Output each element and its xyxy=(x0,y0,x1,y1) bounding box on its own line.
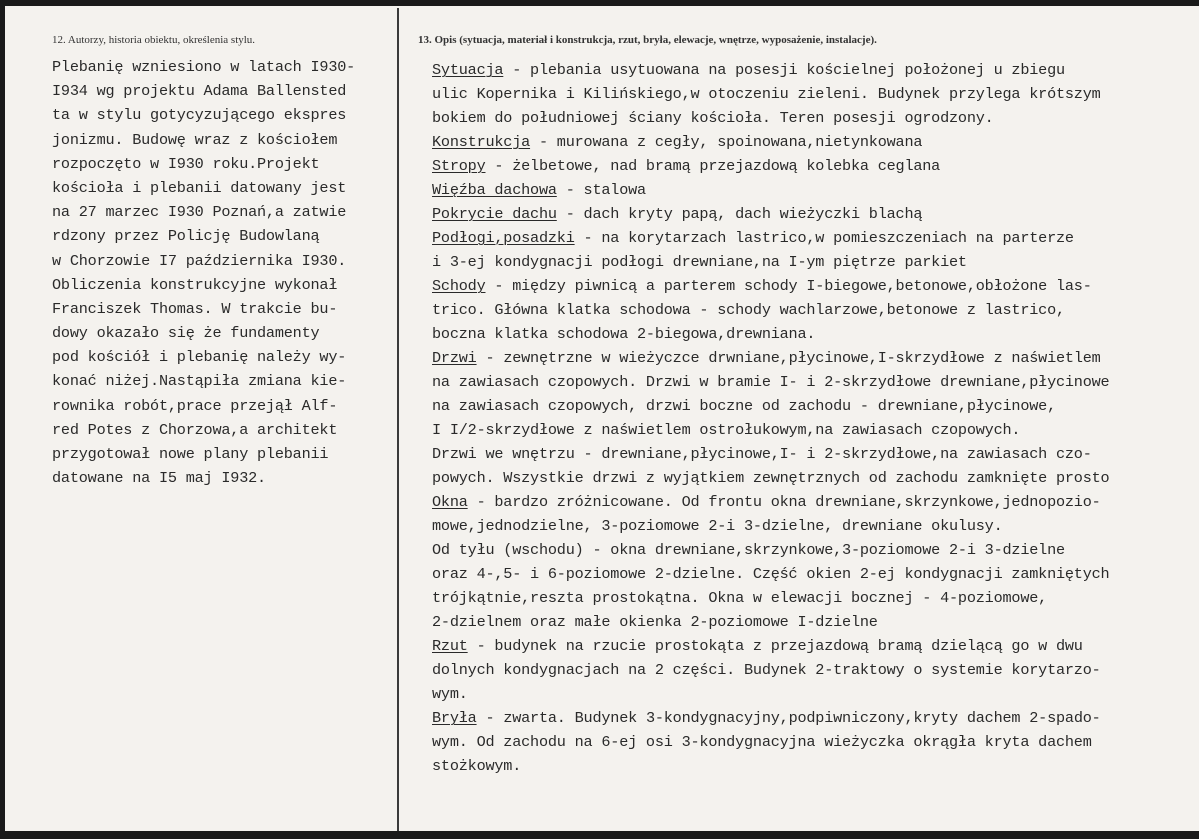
description-text-line xyxy=(432,706,1199,730)
description-text-line xyxy=(432,466,1199,490)
description-text-line xyxy=(432,226,1199,250)
description-text-line xyxy=(432,562,1199,586)
description-text-line xyxy=(432,682,1199,706)
history-text-line: pod kościół i plebanię należy wy- xyxy=(52,348,347,367)
description-text-line xyxy=(432,322,1199,346)
description-text-line xyxy=(432,418,1199,442)
history-text-line: jonizmu. Budowę wraz z kościołem xyxy=(52,130,338,149)
description-text-line xyxy=(432,538,1199,562)
description-line-text: stożkowym. xyxy=(432,757,522,776)
history-text-line: ta w stylu gotycyzującego ekspres xyxy=(52,106,347,125)
section-13-heading: 13. Opis (sytuacja, materiał i konstrukcja, rzut, bryła, elewacje, wnętrze, wyposażenie, instalacje). xyxy=(418,34,877,46)
history-text-line: rownika robót,prace przejął Alf- xyxy=(52,396,338,415)
description-line-text: Drzwi we wnętrzu - drewniane,płycinowe,I- i 2-skrzydłowe,na zawiasach czo- xyxy=(432,445,1092,464)
description-line-text: wym. Od zachodu na 6-ej osi 3-kondygnacyjna wieżyczka okrągła kryta dachem xyxy=(432,733,1092,752)
history-text-line: dowy okazało się że fundamenty xyxy=(52,324,320,343)
description-line-text: - stalowa xyxy=(556,181,646,200)
description-section-label: Schody xyxy=(432,277,486,296)
description-section-label: Pokrycie dachu xyxy=(432,205,557,224)
description-text-line xyxy=(432,754,1199,778)
history-text-line: rdzony przez Policję Budowlaną xyxy=(52,227,320,246)
description-text-line xyxy=(432,610,1199,634)
description-line-text: trico. Główna klatka schodowa - schody wachlarzowe,betonowe z lastrico, xyxy=(432,301,1065,320)
description-text-line xyxy=(432,298,1199,322)
description-text-line xyxy=(432,106,1199,130)
scan-edge-bottom xyxy=(0,831,1199,839)
description-line-text: I I/2-skrzydłowe z naświetlem ostrołukowym,na zawiasach czopowych. xyxy=(432,421,1021,440)
history-text-line: red Potes z Chorzowa,a architekt xyxy=(52,420,338,439)
description-line-text: mowe,jednodzielne, 3-poziomowe 2-i 3-dzielne, drewniane okulusy. xyxy=(432,517,1003,536)
description-line-text: powych. Wszystkie drzwi z wyjątkiem zewnętrznych od zachodu zamknięte prosto xyxy=(432,469,1110,488)
description-section-label: Bryła xyxy=(432,709,477,728)
description-line-text: oraz 4-,5- i 6-poziomowe 2-dzielne. Część okien 2-ej kondygnacji zamkniętych xyxy=(432,565,1110,584)
description-text-line xyxy=(432,634,1199,658)
description-line-text: - żelbetowe, nad bramą przejazdową kolebka ceglana xyxy=(485,157,941,176)
description-line-text: - murowana z cegły, spoinowana,nietynkowana xyxy=(530,133,923,152)
description-line-text: bokiem do południowej ściany kościoła. Teren posesji ogrodzony. xyxy=(432,109,994,128)
description-line-text: na zawiasach czopowych, drzwi boczne od zachodu - drewniane,płycinowe, xyxy=(432,397,1056,416)
description-line-text: boczna klatka schodowa 2-biegowa,drewniana. xyxy=(432,325,816,344)
history-text-line: rozpoczęto w I930 roku.Projekt xyxy=(52,154,320,173)
history-text-line: kościoła i plebanii datowany jest xyxy=(52,178,347,197)
description-section-label: Podłogi,posadzki xyxy=(432,229,575,248)
history-text-line: konać niżej.Nastąpiła zmiana kie- xyxy=(52,372,347,391)
description-section-label: Rzut xyxy=(432,637,468,656)
description-text-line xyxy=(432,490,1199,514)
description-line-text: - zewnętrzne w wieżyczce drwniane,płycinowe,I-skrzydłowe z naświetlem xyxy=(476,349,1101,368)
history-text-line: Franciszek Thomas. W trakcie bu- xyxy=(52,299,338,318)
description-section-label: Okna xyxy=(432,493,468,512)
scan-edge-top xyxy=(0,0,1199,6)
description-text-line xyxy=(432,250,1199,274)
description-text-line xyxy=(432,370,1199,394)
description-text-line xyxy=(432,730,1199,754)
description-text-line xyxy=(432,274,1199,298)
description-text-line xyxy=(432,82,1199,106)
description-line-text: dolnych kondygnacjach na 2 części. Budynek 2-traktowy o systemie korytarzo- xyxy=(432,661,1101,680)
description-line-text: i 3-ej kondygnacji podłogi drewniane,na I-ym piętrze parkiet xyxy=(432,253,967,272)
section-12-heading: 12. Autorzy, historia obiektu, określenia stylu. xyxy=(52,34,256,46)
description-line-text: 2-dzielnem oraz małe okienka 2-poziomowe I-dzielne xyxy=(432,613,878,632)
scan-edge-left xyxy=(0,0,5,839)
description-line-text: na zawiasach czopowych. Drzwi w bramie I- i 2-skrzydłowe drewniane,płycinowe xyxy=(432,373,1110,392)
description-section-label: Drzwi xyxy=(432,349,477,368)
description-text-line xyxy=(432,514,1199,538)
description-text-line xyxy=(432,394,1199,418)
description-line-text: - budynek na rzucie prostokąta z przejazdową bramą dzielącą go w dwu xyxy=(467,637,1083,656)
description-line-text: - bardzo zróżnicowane. Od frontu okna drewniane,skrzynkowe,jednopozio- xyxy=(467,493,1101,512)
description-line-text: Od tyłu (wschodu) - okna drewniane,skrzynkowe,3-poziomowe 2-i 3-dzielne xyxy=(432,541,1065,560)
description-text-line xyxy=(432,346,1199,370)
description-text-line xyxy=(432,442,1199,466)
history-text-line: w Chorzowie I7 października I930. xyxy=(52,251,347,270)
history-text-line: przygotował nowe plany plebanii xyxy=(52,445,329,463)
description-text-line xyxy=(432,586,1199,610)
description-line-text: trójkątnie,reszta prostokątna. Okna w elewacji bocznej - 4-poziomowe, xyxy=(432,589,1048,608)
description-text-line xyxy=(432,58,1199,82)
description-section-label: Konstrukcja xyxy=(432,133,531,152)
description-section-label: Sytuacja xyxy=(432,61,504,79)
description-line-text: wym. xyxy=(432,685,468,704)
history-text-line: Plebanię wzniesiono w latach I930- xyxy=(52,58,356,76)
description-line-text: - zwarta. Budynek 3-kondygnacyjny,podpiwniczony,kryty dachem 2-spado- xyxy=(476,709,1101,728)
description-text-line xyxy=(432,154,1199,178)
description-text-line xyxy=(432,202,1199,226)
description-line-text: - dach kryty papą, dach wieżyczki blachą xyxy=(556,205,923,224)
description-column xyxy=(432,58,1199,778)
description-line-text: ulic Kopernika i Kilińskiego,w otoczeniu zieleni. Budynek przylega krótszym xyxy=(432,85,1101,104)
column-divider xyxy=(397,8,399,831)
description-section-label: Więźba dachowa xyxy=(432,181,557,200)
history-text-line: datowane na I5 maj I932. xyxy=(52,469,266,488)
history-text-line: na 27 marzec I930 Poznań,a zatwie xyxy=(52,203,347,222)
description-section-label: Stropy xyxy=(432,157,486,176)
history-column xyxy=(52,55,396,490)
history-text-line: Obliczenia konstrukcyjne wykonał xyxy=(52,275,338,294)
description-text-line xyxy=(432,658,1199,682)
history-text-line: I934 wg projektu Adama Ballensted xyxy=(52,82,347,101)
description-line-text: - plebania usytuowana na posesji kościelnej położonej u zbiegu xyxy=(503,61,1065,79)
description-text-line xyxy=(432,178,1199,202)
description-text-line xyxy=(432,130,1199,154)
description-line-text: - na korytarzach lastrico,w pomieszczeniach na parterze xyxy=(574,229,1074,248)
description-line-text: - między piwnicą a parterem schody I-biegowe,betonowe,obłożone las- xyxy=(485,277,1092,296)
